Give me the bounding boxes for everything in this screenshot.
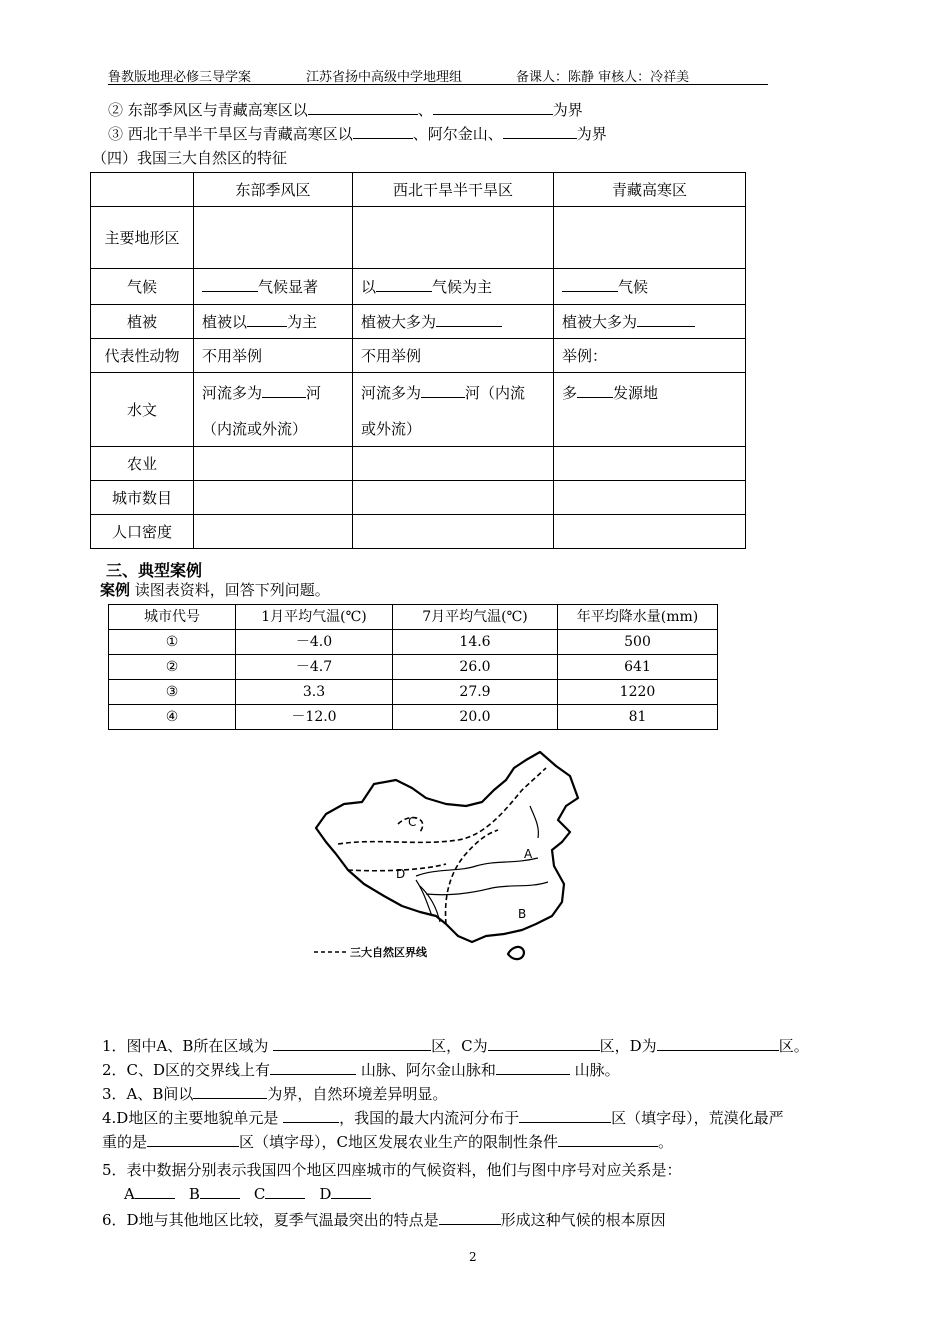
table-row xyxy=(91,447,746,481)
answer-cell[interactable] xyxy=(554,207,746,269)
table-header-row xyxy=(109,605,718,630)
answer-blank[interactable] xyxy=(193,1084,267,1099)
table-row xyxy=(91,481,746,515)
answer-blank[interactable] xyxy=(200,1184,240,1199)
answer-blank[interactable] xyxy=(439,1210,501,1225)
table-cell: 641 xyxy=(558,655,718,680)
table-cell: ③ xyxy=(109,680,236,705)
text: 3．A、B间以 xyxy=(102,1085,194,1103)
answer-blank[interactable] xyxy=(247,312,287,327)
text: 、阿尔金山、 xyxy=(412,125,503,143)
answer-cell xyxy=(554,269,746,305)
header-cell-empty xyxy=(91,173,194,207)
answer-blank[interactable] xyxy=(147,1132,239,1147)
text: 为界 xyxy=(552,101,583,119)
table-row xyxy=(109,680,718,705)
answer-blank[interactable] xyxy=(265,1184,305,1199)
text: 河 xyxy=(306,384,322,402)
answer-cell[interactable] xyxy=(554,515,746,549)
question-4 xyxy=(102,1108,784,1128)
table-cell: －12.0 xyxy=(236,705,393,730)
text: 发源地 xyxy=(613,384,659,402)
text: 、 xyxy=(417,101,433,119)
text: 河流多为 xyxy=(361,384,422,402)
text: A xyxy=(124,1185,135,1203)
text: 形成这种气候的根本原因 xyxy=(500,1211,666,1229)
text: 气候为主 xyxy=(432,277,493,296)
text: 气候显著 xyxy=(258,277,319,296)
question-4-continued xyxy=(102,1132,673,1152)
header-cell: 1月平均气温(℃) xyxy=(236,605,393,630)
table-cell: 20.0 xyxy=(393,705,558,730)
answer-cell[interactable] xyxy=(353,515,554,549)
case-text: 读图表资料，回答下列问题。 xyxy=(130,581,330,599)
text: ② 东部季风区与青藏高寒区以 xyxy=(108,101,308,119)
row-label: 植被 xyxy=(91,305,194,339)
row-label: 水文 xyxy=(91,373,194,447)
table-cell: 3.3 xyxy=(236,680,393,705)
answer-blank[interactable] xyxy=(262,383,306,398)
question-2 xyxy=(102,1060,620,1080)
text: 区，D为 xyxy=(599,1037,657,1055)
answer-blank[interactable] xyxy=(135,1184,175,1199)
answer-blank[interactable] xyxy=(503,124,577,139)
map-outline xyxy=(316,752,578,959)
answer-cell xyxy=(194,373,353,447)
header-cell: 东部季风区 xyxy=(194,173,353,207)
map-label-b: B xyxy=(518,907,527,921)
answer-blank[interactable] xyxy=(562,277,618,292)
answer-cell: 不用举例 xyxy=(194,339,353,373)
answer-blank[interactable] xyxy=(283,1108,339,1123)
answer-blank[interactable] xyxy=(558,1132,658,1147)
map-label-a: A xyxy=(524,847,533,861)
answer-cell[interactable] xyxy=(353,447,554,481)
answer-cell: 不用举例 xyxy=(353,339,554,373)
text: 河流多为 xyxy=(202,384,263,402)
header-cell: 西北干旱半干旱区 xyxy=(353,173,554,207)
text: D xyxy=(319,1185,332,1203)
answer-cell xyxy=(353,373,554,447)
text: 。 xyxy=(658,1133,674,1151)
question-1 xyxy=(102,1036,809,1056)
boundary-line-3 xyxy=(108,124,607,144)
row-label: 主要地形区 xyxy=(91,207,194,269)
text: 为界，自然环境差异明显。 xyxy=(267,1085,448,1103)
table-row xyxy=(109,655,718,680)
table-row xyxy=(109,705,718,730)
header-cell: 年平均降水量(mm) xyxy=(558,605,718,630)
text: 以 xyxy=(361,277,377,296)
answer-blank[interactable] xyxy=(376,277,432,292)
row-label: 城市数目 xyxy=(91,481,194,515)
map-label-d: D xyxy=(396,867,406,881)
table-cell: 27.9 xyxy=(393,680,558,705)
legend-label: 三大自然区界线 xyxy=(350,946,427,959)
table-row xyxy=(91,373,746,447)
answer-cell xyxy=(353,305,554,339)
text: 区，C为 xyxy=(431,1037,488,1055)
answer-blank[interactable] xyxy=(353,124,413,139)
text: 或外流） xyxy=(361,420,422,438)
answer-blank[interactable] xyxy=(433,100,553,115)
question-5-answers xyxy=(124,1184,371,1204)
case-label: 案例 xyxy=(100,581,131,599)
page-header xyxy=(108,66,768,85)
row-label: 农业 xyxy=(91,447,194,481)
answer-cell[interactable] xyxy=(554,481,746,515)
table-row xyxy=(91,269,746,305)
answer-cell[interactable] xyxy=(194,447,353,481)
boundary-line-2 xyxy=(108,100,583,120)
text: C xyxy=(253,1185,266,1203)
page-number: 2 xyxy=(469,1250,477,1264)
china-regions-map xyxy=(308,746,593,976)
answer-cell[interactable] xyxy=(353,481,554,515)
subsection-title: （四）我国三大自然区的特征 xyxy=(92,149,288,167)
climate-data-table xyxy=(108,604,718,730)
text: 重的是 xyxy=(102,1133,148,1151)
table-cell: －4.7 xyxy=(236,655,393,680)
answer-cell[interactable] xyxy=(554,447,746,481)
answer-cell xyxy=(554,305,746,339)
table-row xyxy=(109,630,718,655)
answer-cell[interactable] xyxy=(194,481,353,515)
answer-blank[interactable] xyxy=(496,1060,570,1075)
text: 植被以 xyxy=(202,312,248,331)
text: 植被大多为 xyxy=(562,312,638,331)
table-cell: －4.0 xyxy=(236,630,393,655)
table-cell: 500 xyxy=(558,630,718,655)
table-cell: 1220 xyxy=(558,680,718,705)
text: 为界 xyxy=(576,125,607,143)
text: 植被大多为 xyxy=(361,312,437,331)
case-intro xyxy=(100,580,330,600)
row-label: 气候 xyxy=(91,269,194,305)
answer-cell[interactable] xyxy=(353,207,554,269)
natural-regions-table xyxy=(90,172,746,549)
map-label-c: C xyxy=(408,815,417,829)
answer-blank[interactable] xyxy=(331,1184,371,1199)
rivers xyxy=(416,806,548,922)
header-cell: 城市代号 xyxy=(109,605,236,630)
answer-cell xyxy=(194,269,353,305)
header-book-title: 鲁教版地理必修三导学案 xyxy=(108,70,252,85)
answer-blank[interactable] xyxy=(577,383,613,398)
answer-cell[interactable] xyxy=(194,207,353,269)
table-row xyxy=(91,339,746,373)
text: 河（内流 xyxy=(465,384,526,402)
table-cell: 81 xyxy=(558,705,718,730)
text: ，我国的最大内流河分布于 xyxy=(339,1109,520,1127)
table-row xyxy=(91,207,746,269)
text: （内流或外流） xyxy=(202,420,308,438)
answer-cell[interactable] xyxy=(194,515,353,549)
answer-blank[interactable] xyxy=(519,1108,611,1123)
question-5: 5．表中数据分别表示我国四个地区四座城市的气候资料，他们与图中序号对应关系是： xyxy=(102,1161,682,1179)
header-cell: 7月平均气温(℃) xyxy=(393,605,558,630)
answer-blank[interactable] xyxy=(273,1036,431,1051)
text: 为主 xyxy=(287,312,318,331)
row-label: 人口密度 xyxy=(91,515,194,549)
answer-blank[interactable] xyxy=(657,1036,779,1051)
text: 山脉、阿尔金山脉和 xyxy=(356,1061,496,1079)
table-header-row xyxy=(91,173,746,207)
table-row xyxy=(91,305,746,339)
table-cell: ② xyxy=(109,655,236,680)
text: 气候 xyxy=(618,277,649,296)
answer-blank[interactable] xyxy=(270,1060,356,1075)
answer-blank[interactable] xyxy=(308,100,418,115)
text: 区。 xyxy=(778,1037,809,1055)
table-cell: 26.0 xyxy=(393,655,558,680)
header-school: 江苏省扬中高级中学地理组 xyxy=(306,70,463,85)
text: 1．图中A、B所在区域为 xyxy=(102,1037,274,1055)
answer-cell xyxy=(194,305,353,339)
text: 2．C、D区的交界线上有 xyxy=(102,1061,271,1079)
question-3 xyxy=(102,1084,447,1104)
answer-blank[interactable] xyxy=(421,383,465,398)
answer-blank[interactable] xyxy=(436,312,502,327)
text: ③ 西北干旱半干旱区与青藏高寒区以 xyxy=(108,125,353,143)
text: 区（填字母），荒漠化最严 xyxy=(611,1109,784,1127)
text: 多 xyxy=(562,384,578,402)
table-cell: ④ xyxy=(109,705,236,730)
question-6 xyxy=(102,1210,666,1230)
text: 6．D地与其他地区比较，夏季气温最突出的特点是 xyxy=(102,1211,439,1229)
table-cell: 14.6 xyxy=(393,630,558,655)
answer-blank[interactable] xyxy=(488,1036,600,1051)
table-cell: ① xyxy=(109,630,236,655)
header-authors: 备课人：陈静 审核人：冷祥美 xyxy=(516,70,690,85)
answer-blank[interactable] xyxy=(637,312,695,327)
table-row xyxy=(91,515,746,549)
text: 山脉。 xyxy=(569,1061,620,1079)
answer-cell xyxy=(353,269,554,305)
section-heading: 三、典型案例 xyxy=(106,561,203,580)
row-label: 代表性动物 xyxy=(91,339,194,373)
text: 4.D地区的主要地貌单元是 xyxy=(102,1109,284,1127)
answer-cell xyxy=(554,373,746,447)
text: 区（填字母），C地区发展农业生产的限制性条件 xyxy=(239,1133,558,1151)
answer-cell[interactable]: 举例： xyxy=(554,339,746,373)
text: B xyxy=(188,1185,200,1203)
answer-blank[interactable] xyxy=(202,277,258,292)
header-cell: 青藏高寒区 xyxy=(554,173,746,207)
